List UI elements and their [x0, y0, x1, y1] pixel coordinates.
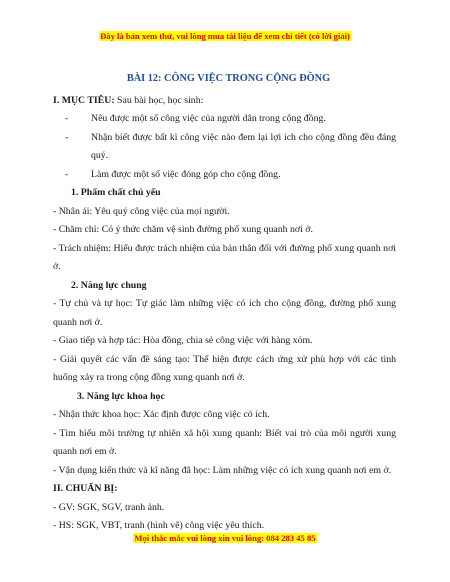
objectives-list	[53, 110, 396, 184]
objectives-heading: I. MỤC TIÊU:	[53, 94, 115, 106]
contact-text: Mọi thắc mắc vui lòng xin vui lòng: 084 283 45 85	[134, 533, 316, 543]
general-competence-item: - Giải quyết các vấn đề sáng tạo: Thể hiện được cách ứng xử phù hợp với các tình huống xảy ra trong cộng đồng xung quanh nơi ở.	[53, 353, 396, 383]
qualities-item: - Trách nhiệm: Hiểu được trách nhiệm của bản thân đối với đường phố xung quanh nơi ở.	[53, 242, 396, 272]
objectives-heading-line	[53, 92, 396, 111]
science-competence-item: - Vận dụng kiến thức và kĩ năng đã học: Làm những việc có ích xung quanh nơi em ở.	[53, 464, 392, 476]
preview-notice-banner	[0, 31, 450, 41]
list-item: - Nêu được một số công việc của người dân trong cộng đồng.	[65, 113, 326, 124]
list-item: - Nhận biết được bất kì công việc nào đem lại lợi ích cho cộng đồng đều đáng quý.	[65, 131, 396, 161]
science-competence-heading: 3. Năng lực khoa học	[77, 390, 165, 402]
objectives-intro: Sau bài học, học sinh:	[114, 94, 204, 106]
qualities-item: - Nhân ái: Yêu quý công việc của mọi người.	[53, 205, 230, 217]
contact-banner	[0, 533, 450, 543]
qualities-item: - Chăm chỉ: Có ý thức chăm vệ sinh đường phố xung quanh nơi ở.	[53, 224, 313, 235]
preparation-heading: II. CHUẨN BỊ:	[53, 483, 118, 494]
preparation-item: - HS: SGK, VBT, tranh (hình vẽ) công việc yêu thích.	[53, 520, 265, 531]
lesson-title: BÀI 12: CÔNG VIỆC TRONG CỘNG ĐỒNG	[126, 73, 331, 84]
general-competence-item: - Giao tiếp và hợp tác: Hòa đồng, chia sẻ công việc với hàng xóm.	[53, 335, 313, 346]
science-competence-item: - Nhận thức khoa học: Xác định được công việc có ích.	[53, 409, 270, 420]
preparation-item: - GV: SGK, SGV, tranh ảnh.	[53, 501, 165, 513]
science-competence-item: - Tìm hiểu môi trường tự nhiên xã hội xung quanh: Biết vai trò của môi người xung quanh nơi em ở.	[53, 427, 396, 457]
preview-notice-text: Đây là bản xem thử, vui lòng mua tài liệu để xem chi tiết (có lời giải)	[100, 31, 350, 41]
qualities-heading: 1. Phẩm chất chủ yếu	[71, 187, 161, 198]
list-item: - Làm được một số việc đóng góp cho cộng đồng.	[65, 168, 281, 180]
general-competence-item: - Tự chủ và tự học: Tự giác làm những việc có ích cho cộng đồng, đường phố xung quanh nơi ở.	[53, 298, 396, 328]
general-competence-heading: 2. Năng lực chung	[71, 279, 147, 291]
document-body	[53, 70, 396, 536]
